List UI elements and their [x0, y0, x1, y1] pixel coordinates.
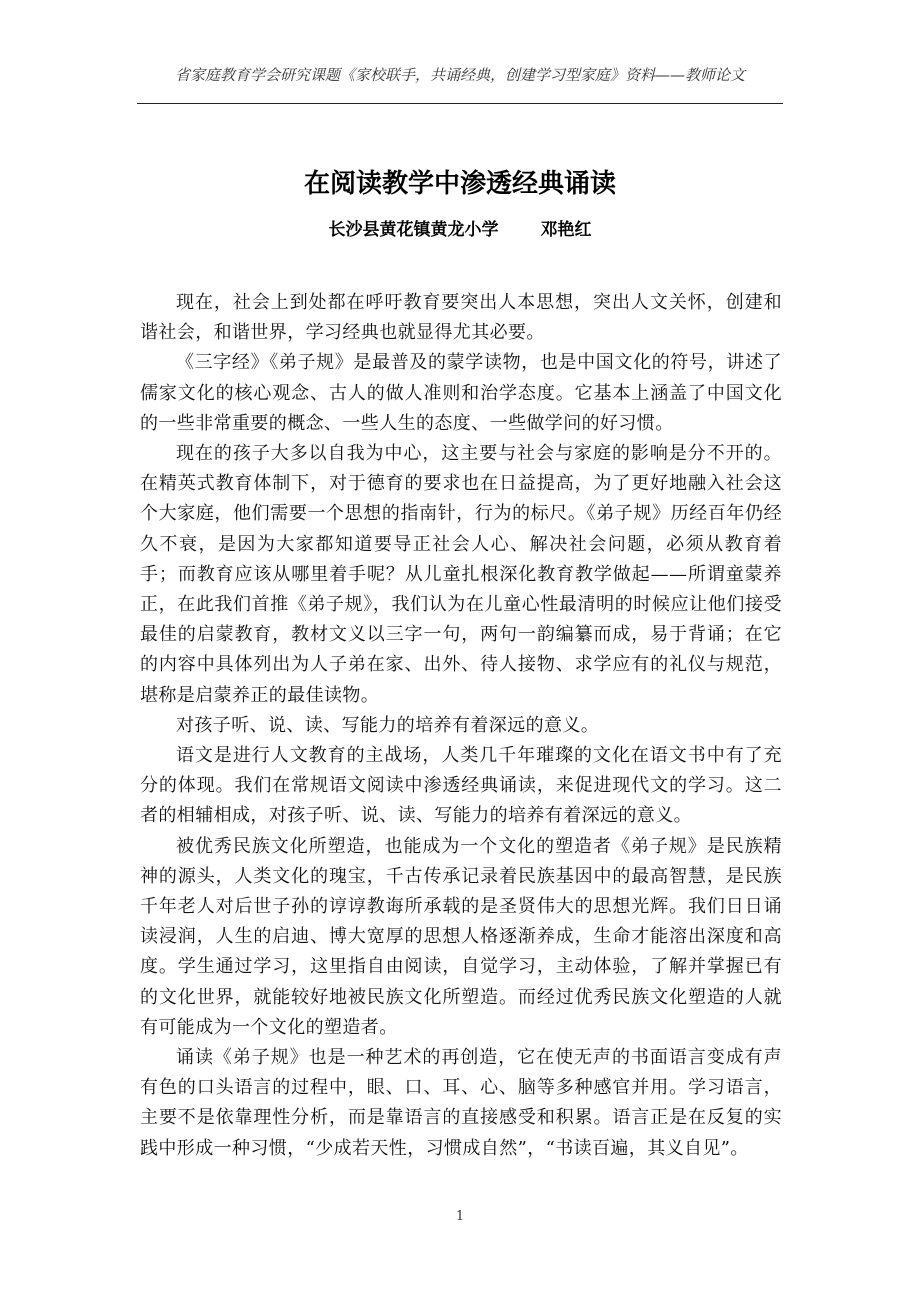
paragraph: 语文是进行人文教育的主战场，人类几千年璀璨的文化在语文书中有了充分的体现。我们在常规语文阅读中渗透经典诵读，来促进现代文的学习。这二者的相辅相成，对孩子听、说、读、写能力的培养有着深远的意义。 [140, 745, 782, 827]
article-title: 在阅读教学中渗透经典诵读 [303, 169, 616, 199]
paragraph: 对孩子听、说、读、写能力的培养有着深远的意义。 [176, 714, 600, 736]
byline [140, 216, 780, 244]
paragraph: 被优秀民族文化所塑造，也能成为一个文化的塑造者《弟子规》是民族精神的源头，人类文化的瑰宝，千古传承记录着民族基因中的最高智慧，是民族千年老人对后世子孙的谆谆教诲所承载的是圣贤伟大的思想光辉。我们日日诵读浸润，人生的启迪、博大宽厚的思想人格逐渐养成，生命才能溶出深度和高度。学生通过学习，这里指自由阅读，自觉学习，主动体验，了解并掌握已有的文化世界，就能较好地被民族文化所塑造。而经过优秀民族文化塑造的人就有可能成为一个文化的塑造者。 [140, 835, 782, 1038]
article-body [140, 288, 782, 1164]
paragraph: 现在的孩子大多以自我为中心，这主要与社会与家庭的影响是分不开的。在精英式教育体制下，对于德育的要求也在日益提高，为了更好地融入社会这个大家庭，他们需要一个思想的指南针，行为的标尺。《弟子规》历经百年仍经久不衰，是因为大家都知道要导正社会人心、解决社会问题，必须从教育着手；而教育应该从哪里着手呢？从儿童扎根深化教育教学做起——所谓童蒙养正，在此我们首推《弟子规》，我们认为在儿童心性最清明的时候应让他们接受最佳的启蒙教育，教材文义以三字一句，两句一韵编纂而成，易于背诵；在它的内容中具体列出为人子弟在家、出外、待人接物、求学应有的礼仪与规范，堪称是启蒙养正的最佳读物。 [140, 443, 782, 706]
paragraph: 现在，社会上到处都在呼吁教育要突出人本思想，突出人文关怀，创建和谐社会，和谐世界，学习经典也就显得尤其必要。 [140, 292, 782, 344]
page-number: 1 [455, 1209, 465, 1224]
paragraph: 《三字经》《弟子规》是最普及的蒙学读物，也是中国文化的符号，讲述了儒家文化的核心观念、古人的做人准则和治学态度。它基本上涵盖了中国文化的一些非常重要的概念、一些人生的态度、一些做学问的好习惯。 [140, 352, 782, 434]
header-divider [137, 103, 783, 104]
running-header: 省家庭教育学会研究课题《家校联手，共诵经典，创建学习型家庭》资料——教师论文 [174, 66, 745, 84]
paragraph: 诵读《弟子规》也是一种艺术的再创造，它在使无声的书面语言变成有声有色的口头语言的过程中，眼、口、耳、心、脑等多种感官并用。学习语言，主要不是依靠理性分析，而是靠语言的直接感受和积累。语言正是在反复的实践中形成一种习惯，“少成若天性，习惯成自然”，“书读百遍，其义自见”。 [140, 1047, 782, 1159]
school-name: 长沙县黄花镇黄龙小学 [328, 220, 499, 240]
author-name: 邓艳红 [540, 220, 592, 240]
